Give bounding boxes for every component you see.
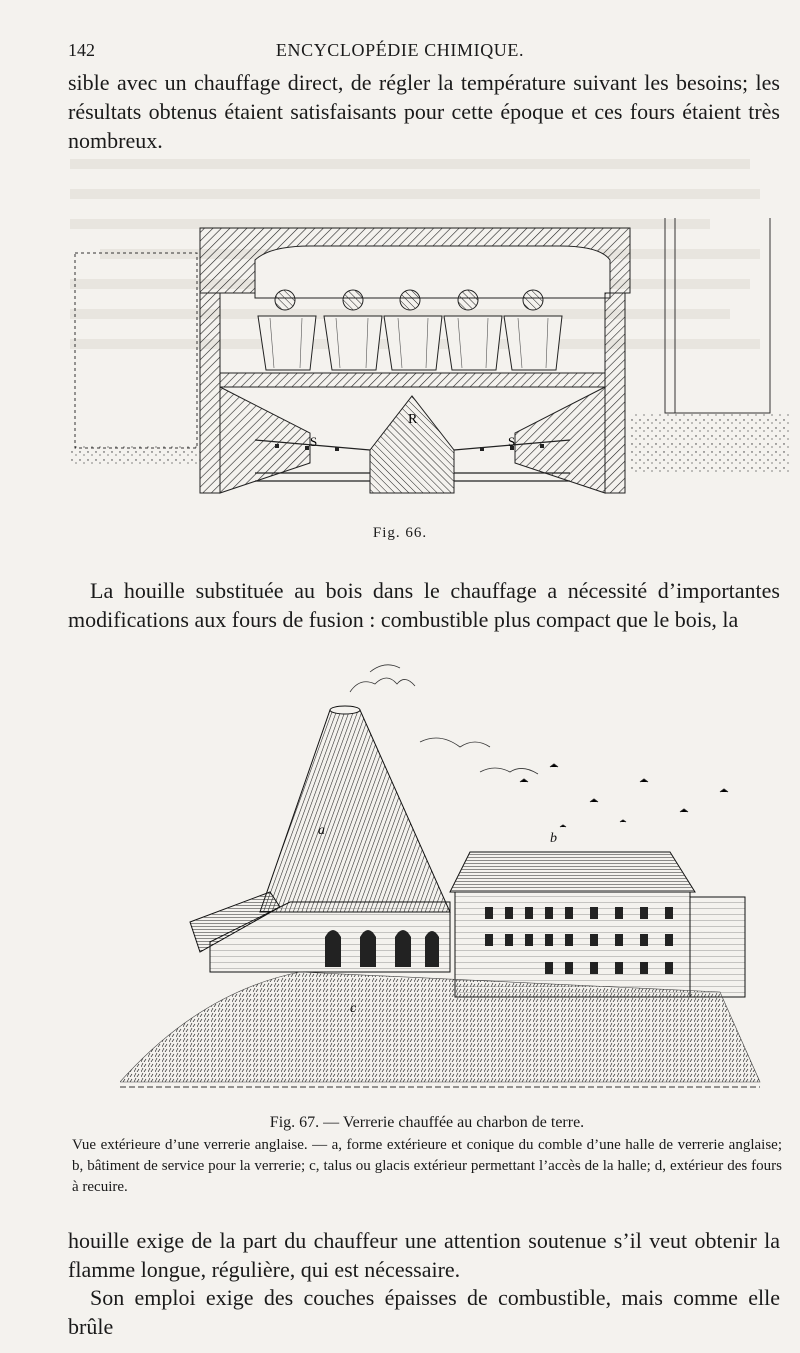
page-header — [0, 40, 800, 68]
paragraph-continuation: sible avec un chauffage direct, de régler la température suivant les besoins; les résultats obtenus étaient satisfaisants pour cette époque et ces fours étaient très nombreux. — [68, 70, 780, 153]
running-title: ENCYCLOPÉDIE CHIMIQUE. — [275, 40, 525, 60]
page-number: 142 — [68, 40, 95, 60]
figure-67-caption: Fig. 67. — Verrerie chauffée au charbon de terre. — [269, 1114, 585, 1131]
paragraph-emploi: Son emploi exige des couches épaisses de combustible, mais comme elle brûle — [68, 1285, 780, 1339]
label-b: b — [550, 831, 557, 846]
label-s-left: S — [310, 434, 318, 449]
glassworks-engraving — [120, 662, 770, 1102]
paragraph-houille: La houille substituée au bois dans le chauffage a nécessité d’importantes modifications aux fours de fusion : combustible plus compact que le bois, la — [68, 578, 780, 632]
figure-67-legend — [72, 1112, 782, 1198]
label-a: a — [318, 823, 325, 838]
furnace-cross-section-drawing — [70, 218, 790, 508]
label-s-right: S — [508, 434, 516, 449]
label-r: R — [408, 412, 418, 427]
figure-66-caption: Fig. 66. — [372, 525, 428, 541]
label-c: c — [350, 1001, 357, 1016]
paragraph-chauffeur: houille exige de la part du chauffeur une attention soutenue s’il veut obtenir la flamme longue, régulière, qui est nécessaire. — [68, 1228, 780, 1282]
figure-67-description: Vue extérieure d’une verrerie anglaise. — a, forme extérieure et conique du comble d’une halle de verrerie anglaise; b, bâtiment de service pour la verrerie; c, talus ou glacis extérieur permettant l’accès de la halle; d, extérieur des fours à recuire. — [72, 1137, 782, 1195]
